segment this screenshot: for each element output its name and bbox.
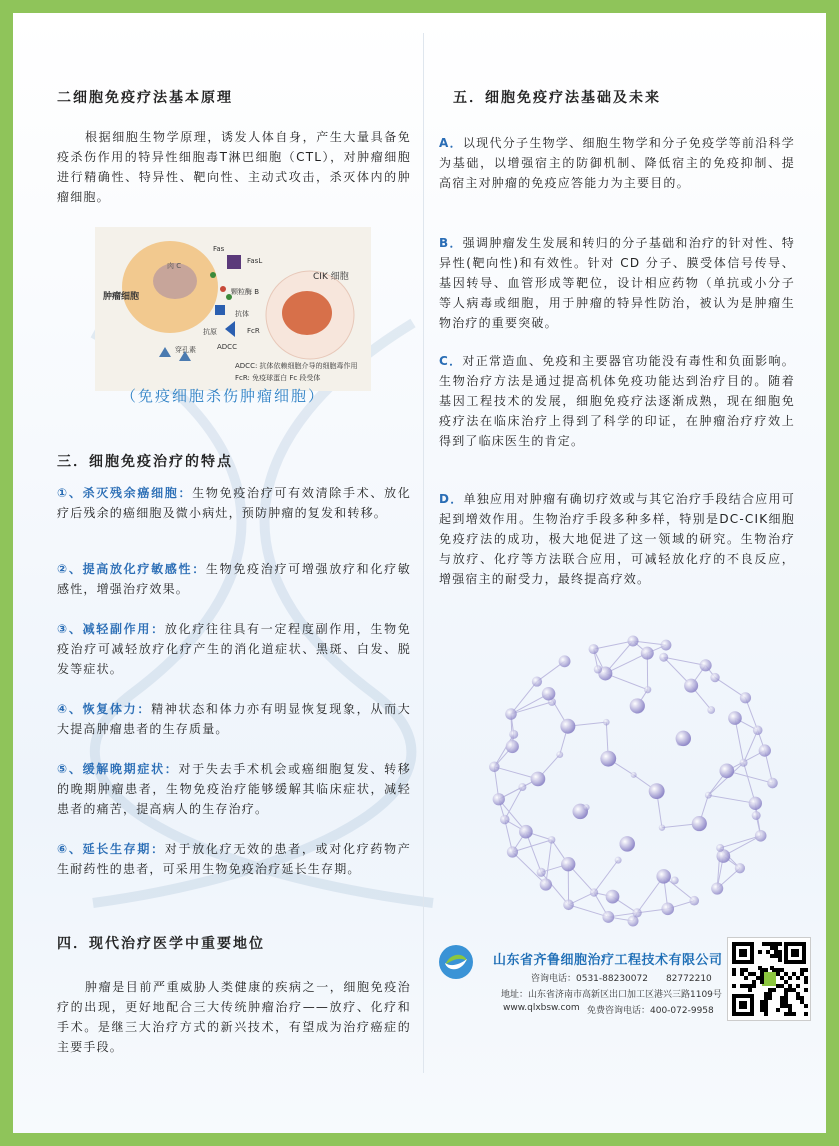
brochure-page	[13, 13, 826, 1133]
fcr-label: FcR	[247, 327, 260, 335]
cik-nucleus-shape	[282, 291, 332, 335]
fasl-label: FasL	[247, 257, 263, 265]
footer-address: 地址：山东省济南市高新区出口加工区港兴三路1109号	[501, 990, 722, 1000]
future-item-d: D．单独应用对肿瘤有确切疗效或与其它治疗手段结合应用可起到增效作用。生物治疗手段多种多样，特别是DC-CIK细胞免疫疗法的成功，极大地促进了这一领域的研究。生物治疗与放疗、化疗等方法联合应用，可减轻放化疗的不良反应，增强宿主的耐受力，最终提高疗效。	[439, 492, 795, 586]
future-item-b: B．强调肿瘤发生发展和转归的分子基础和治疗的针对性、特异性(靶向性)和有效性。针对 CD 分子、膜受体信号传导、基因转导、血管形成等靶位，设计相应药物（单抗或小分子等人病毒或细胞，用于肿瘤的特异性防治，被认为是肿瘤生物治疗的重要突破。	[439, 236, 795, 330]
antibody-label: 抗体	[235, 310, 249, 318]
footer-phone: 咨询电话：0531-88230072 82772210	[531, 974, 712, 984]
feature-item-5: ⑤、缓解晚期症状：对于失去手术机会或癌细胞复发、转移的晚期肿瘤患者，生物免疫治疗能够缓解其临床症状，减轻患者的痛苦，提高病人的生存治疗。	[57, 762, 411, 816]
molecular-sphere-graphic	[473, 621, 793, 941]
section-5-title: 五．细胞免疫疗法基础及未来	[453, 90, 661, 106]
diagram-caption: （免疫细胞杀伤肿瘤细胞）	[121, 387, 326, 405]
company-logo	[437, 943, 475, 981]
section-4-title: 四．现代治疗医学中重要地位	[57, 936, 265, 952]
nucleus-label: 肉 C	[167, 262, 182, 270]
feature-item-6: ⑥、延长生存期：对于放化疗无效的患者，或对化疗药物产生耐药性的患者，可采用生物免疫治疗延长生存期。	[57, 842, 411, 876]
granule-label: 颗粒酶 B	[231, 288, 260, 296]
perforin-label: 穿孔素	[175, 346, 196, 354]
adcc-label: ADCC	[217, 343, 237, 351]
footer-hotline: 免费咨询电话：400-072-9958	[587, 1006, 714, 1016]
feature-item-2: ②、提高放化疗敏感性：生物免疫治疗可增强放疗和化疗敏感性，增强治疗效果。	[57, 562, 411, 596]
feature-item-4: ④、恢复体力：精神状态和体力亦有明显恢复现象，从而大大提高肿瘤患者的生存质量。	[57, 702, 412, 736]
future-item-c: C．对正常造血、免疫和主要器官功能没有毒性和负面影响。生物治疗方法是通过提高机体免疫功能达到治疗目的。随着基因工程技术的发展，细胞免疫疗法逐渐成熟，现在细胞免疫疗法在临床治疗上得到了科学的印证，在肿瘤治疗疗效上得到了临床医生的肯定。	[439, 354, 795, 448]
qr-code	[727, 937, 811, 1021]
feature-item-1: ①、杀灭残余癌细胞：生物免疫治疗可有效清除手术、放化疗后残余的癌细胞及微小病灶，预防肿瘤的复发和转移。	[57, 486, 411, 520]
section-3-title: 三．细胞免疫治疗的特点	[57, 454, 233, 470]
fas-label: Fas	[213, 245, 225, 253]
tumor-cell-label: 肿瘤细胞	[103, 292, 140, 302]
fasl-shape	[227, 255, 241, 269]
section-4-body: 肿瘤是目前严重威胁人类健康的疾病之一，细胞免疫治疗的出现，更好地配合三大传统肿瘤治疗——放疗、化疗和手术。是继三大治疗方式的新兴技术，有望成为治疗癌症的主要手段。	[57, 980, 411, 1054]
qr-code-pattern	[728, 938, 810, 1020]
section-2-title: 二细胞免疫疗法基本原理	[57, 90, 233, 106]
diagram-note-adcc: ADCC: 抗体依赖细胞介导的细胞毒作用	[235, 362, 358, 370]
feature-item-3: ③、减轻副作用：放化疗往往具有一定程度副作用，生物免疫治疗可减轻放疗化疗产生的消化道症状、黑斑、白发、脱发等症状。	[57, 622, 411, 676]
diagram-note-fcr: FcR: 免疫球蛋白 Fc 段受体	[235, 374, 321, 382]
antigen-label: 抗原	[203, 328, 217, 336]
immune-cell-diagram	[95, 227, 371, 391]
future-item-a: A．以现代分子生物学、细胞生物学和分子免疫学等前沿科学为基础，以增强宿主的防御机制、降低宿主的免疫抑制、提高宿主对肿瘤的免疫应答能力为主要目的。	[439, 136, 795, 190]
footer-website[interactable]: www.qlxbsw.com	[503, 1003, 580, 1013]
antibody-shape	[215, 305, 225, 315]
column-divider	[423, 33, 424, 1073]
cik-cell-label: CIK 细胞	[313, 272, 349, 282]
section-2-body: 根据细胞生物学原理，诱发人体自身，产生大量具备免疫杀伤作用的特异性细胞毒T淋巴细胞（CTL），对肿瘤细胞进行精确性、特异性、靶向性、主动式攻击，杀灭体内的肿瘤细胞。	[57, 130, 411, 204]
company-name: 山东省齐鲁细胞治疗工程技术有限公司	[493, 953, 723, 968]
